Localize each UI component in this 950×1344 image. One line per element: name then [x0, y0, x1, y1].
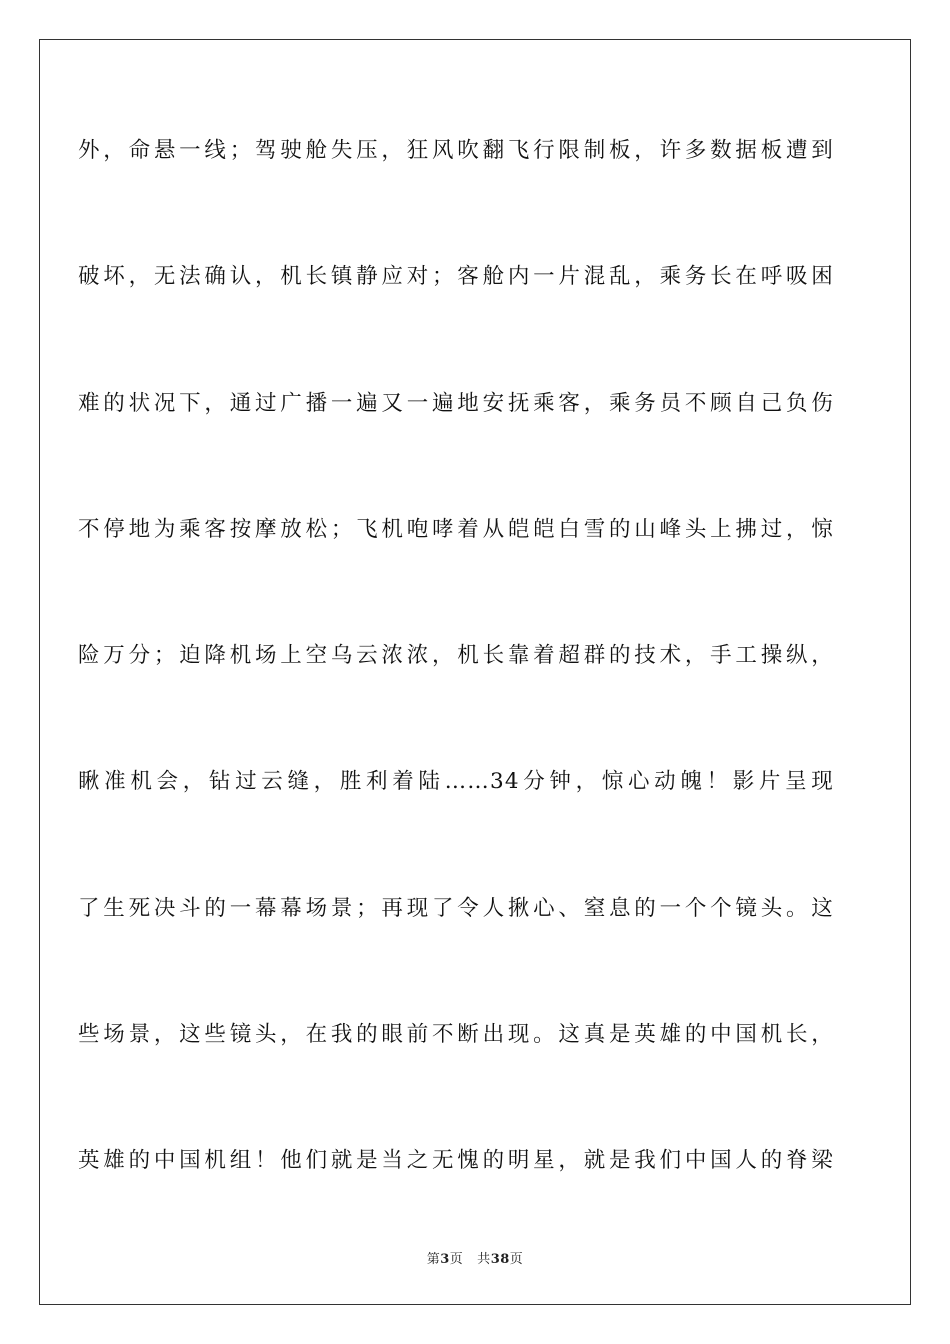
total-page-count: 38: [490, 1252, 510, 1267]
paragraph-line: 瞅准机会，钻过云缝，胜利着陆……34分钟，惊心动魄！影片呈现: [78, 769, 834, 795]
paragraph-line: 英雄的中国机组！他们就是当之无愧的明星，就是我们中国人的脊梁: [78, 1148, 834, 1174]
paragraph-line: 了生死决斗的一幕幕场景；再现了令人揪心、窒息的一个个镜头。这: [78, 895, 834, 921]
paragraph-line: 难的状况下，通过广播一遍又一遍地安抚乘客，乘务员不顾自己负伤: [78, 390, 834, 416]
footer-total-prefix: 共: [477, 1252, 491, 1267]
paragraph-line: 不停地为乘客按摩放松；飞机咆哮着从皑皑白雪的山峰头上拂过，惊: [78, 516, 834, 542]
page-footer: [0, 1248, 950, 1267]
paragraph-line: 破坏，无法确认，机长镇静应对；客舱内一片混乱，乘务长在呼吸困: [78, 264, 834, 290]
footer-total-suffix: 页: [509, 1252, 524, 1267]
footer-page-word: 页: [449, 1252, 464, 1267]
document-body: [78, 97, 834, 1234]
footer-spacer: [463, 1252, 477, 1267]
current-page-number: 3: [440, 1252, 450, 1267]
paragraph-line: 外，命悬一线；驾驶舱失压，狂风吹翻飞行限制板，许多数据板遭到: [78, 138, 834, 163]
paragraph-line: 些场景，这些镜头，在我的眼前不断出现。这真是英雄的中国机长，: [78, 1022, 834, 1048]
footer-prefix: 第: [426, 1252, 441, 1267]
paragraph-line: 险万分；迫降机场上空乌云浓浓，机长靠着超群的技术，手工操纵，: [78, 643, 834, 669]
